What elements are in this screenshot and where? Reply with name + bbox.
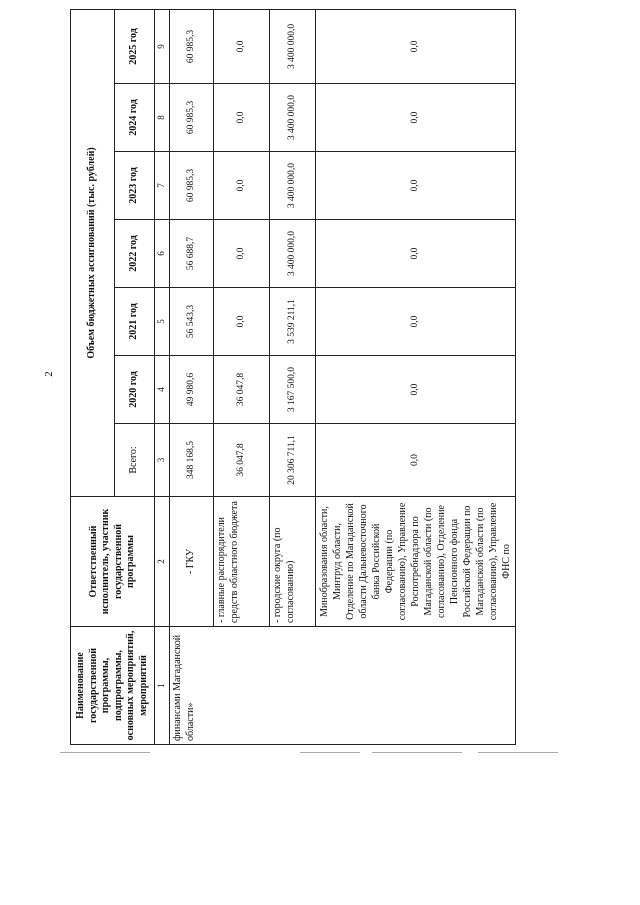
column-number: 5 xyxy=(155,288,170,356)
value-cell: 36 047,8 xyxy=(214,356,270,424)
budget-table xyxy=(70,9,516,745)
value-cell: 0,0 xyxy=(316,356,516,424)
footer-divider xyxy=(372,752,462,753)
footer-divider xyxy=(60,752,150,753)
responsible-cell: - городские округа (по согласованию) xyxy=(270,497,316,627)
value-cell: 3 400 000,0 xyxy=(270,84,316,152)
value-cell: 3 400 000,0 xyxy=(270,9,316,83)
responsible-cell: Минобразования области, Минтруд области, Отделение по Магаданской области Дальневосточного банка Российской Федерации (по согласованию), Управление Роспотребнадзора по Магаданской области (по согласованию), Отделение Пенсионного фонда Российской Федерации по Магаданской области (по согласованию), Управление ФНС по xyxy=(316,497,516,627)
column-number: 7 xyxy=(155,152,170,220)
header-year: 2022 год xyxy=(115,220,155,288)
column-number: 9 xyxy=(155,9,170,83)
column-number: 4 xyxy=(155,356,170,424)
header-responsible: Ответственный исполнитель, участник государственной программы xyxy=(71,497,155,627)
value-cell: 60 985,3 xyxy=(170,9,214,83)
total-cell: 20 306 711,1 xyxy=(270,424,316,497)
budget-table-rotated xyxy=(70,10,625,745)
value-cell: 60 985,3 xyxy=(170,152,214,220)
value-cell: 3 400 000,0 xyxy=(270,220,316,288)
program-name-cell: финансами Магаданской области» xyxy=(170,627,516,745)
responsible-cell: - главные распорядители средств областного бюджета xyxy=(214,497,270,627)
header-year: 2020 год xyxy=(115,356,155,424)
value-cell: 3 539 211,1 xyxy=(270,288,316,356)
column-number: 2 xyxy=(155,497,170,627)
value-cell: 49 980,6 xyxy=(170,356,214,424)
value-cell: 0,0 xyxy=(214,220,270,288)
value-cell: 0,0 xyxy=(214,9,270,83)
header-total: Всего: xyxy=(115,424,155,497)
total-cell: 0,0 xyxy=(316,424,516,497)
value-cell: 3 400 000,0 xyxy=(270,152,316,220)
footer-divider xyxy=(478,752,558,753)
column-number: 8 xyxy=(155,84,170,152)
header-year: 2023 год xyxy=(115,152,155,220)
value-cell: 0,0 xyxy=(316,220,516,288)
value-cell: 0,0 xyxy=(316,152,516,220)
value-cell: 0,0 xyxy=(214,84,270,152)
value-cell: 56 688,7 xyxy=(170,220,214,288)
total-cell: 348 168,5 xyxy=(170,424,214,497)
responsible-cell: - ГКУ xyxy=(170,497,214,627)
value-cell: 0,0 xyxy=(316,288,516,356)
value-cell: 0,0 xyxy=(214,288,270,356)
header-year: 2025 год xyxy=(115,9,155,83)
table-row xyxy=(170,9,214,744)
footer-divider xyxy=(300,752,360,753)
page-number: 2 xyxy=(42,371,55,377)
column-number: 1 xyxy=(155,627,170,745)
column-number-row xyxy=(155,9,170,744)
header-name: Наименование государственной программы, подпрограммы, основных мероприятий, мероприятий xyxy=(71,627,155,745)
value-cell: 0,0 xyxy=(316,9,516,83)
column-number: 3 xyxy=(155,424,170,497)
value-cell: 0,0 xyxy=(214,152,270,220)
header-budget-group: Объем бюджетных ассигнований (тыс. рублей) xyxy=(71,9,115,496)
value-cell: 0,0 xyxy=(316,84,516,152)
header-year: 2021 год xyxy=(115,288,155,356)
total-cell: 36 047,8 xyxy=(214,424,270,497)
value-cell: 60 985,3 xyxy=(170,84,214,152)
column-number: 6 xyxy=(155,220,170,288)
value-cell: 3 167 500,0 xyxy=(270,356,316,424)
header-year: 2024 год xyxy=(115,84,155,152)
value-cell: 56 543,3 xyxy=(170,288,214,356)
